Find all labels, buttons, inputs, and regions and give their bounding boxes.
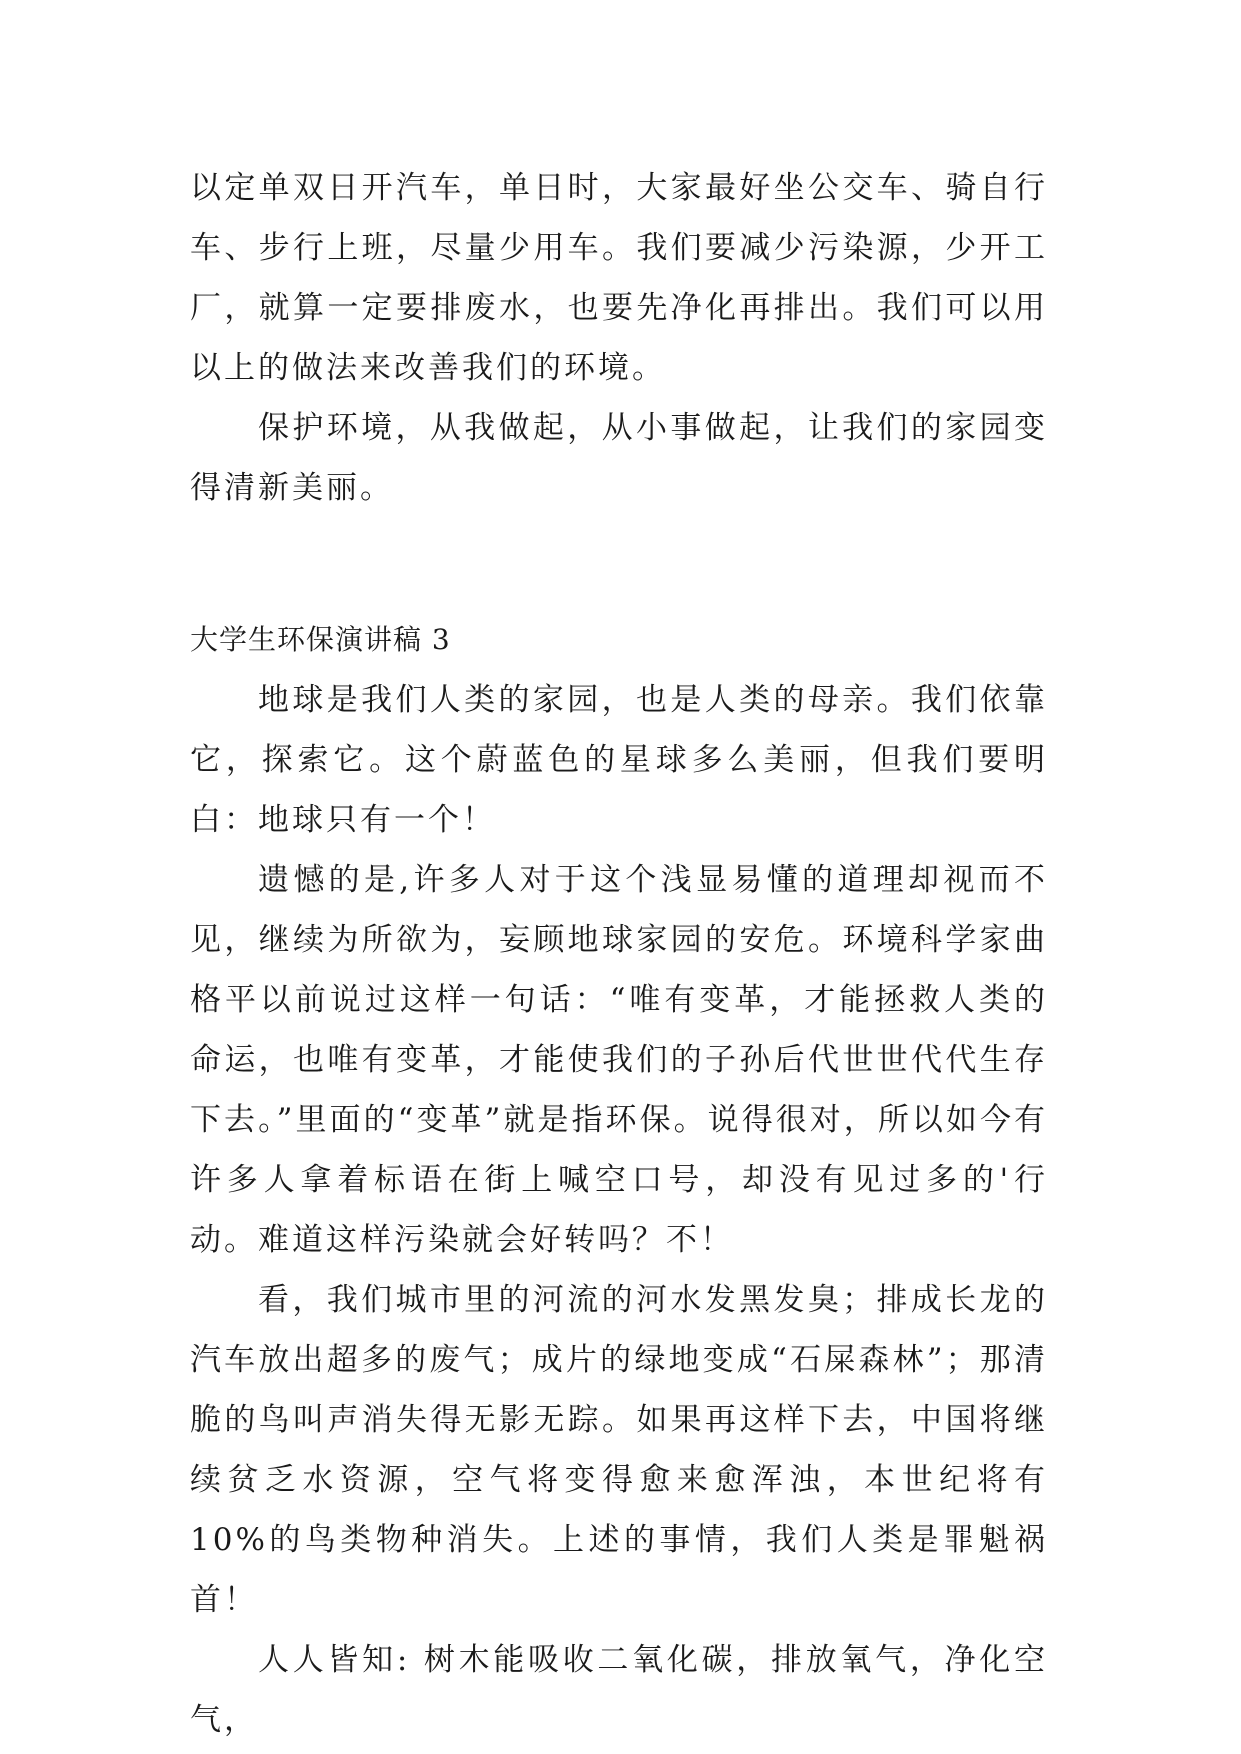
paragraph-3: 地球是我们人类的家园，也是人类的母亲。我们依靠它，探索它。这个蔚蓝色的星球多么美丽，但我们要明白：地球只有一个！ [190,682,1048,838]
section-gap [190,518,1048,610]
paragraph-2: 保护环境，从我做起，从小事做起，让我们的家园变得清新美丽。 [190,410,1048,506]
document-body [190,158,1048,1750]
paragraph-6: 人人皆知: 树木能吸收二氧化碳，排放氧气，净化空气， [190,1642,1048,1738]
paragraph-5: 看，我们城市里的河流的河水发黑发臭；排成长龙的汽车放出超多的废气；成片的绿地变成“石屎森林”；那清脆的鸟叫声消失得无影无踪。如果再这样下去，中国将继续贫乏水资源，空气将变得愈来愈浑浊，本世纪将有 10%的鸟类物种消失。上述的事情，我们人类是罪魁祸首！ [190,1282,1048,1618]
section-title: 大学生环保演讲稿 3 [190,623,451,656]
paragraph-4: 遗憾的是,许多人对于这个浅显易懂的道理却视而不见，继续为所欲为，妄顾地球家园的安危。环境科学家曲格平以前说过这样一句话：“唯有变革，才能拯救人类的命运，也唯有变革，才能使我们的子孙后代世世代代生存下去。”里面的“变革”就是指环保。说得很对，所以如今有许多人拿着标语在街上喊空口号，却没有见过多的'行动。难道这样污染就会好转吗？不！ [190,862,1048,1258]
paragraph-1: 以定单双日开汽车，单日时，大家最好坐公交车、骑自行车、步行上班，尽量少用车。我们要减少污染源，少开工厂，就算一定要排废水，也要先净化再排出。我们可以用以上的做法来改善我们的环境。 [190,170,1048,386]
